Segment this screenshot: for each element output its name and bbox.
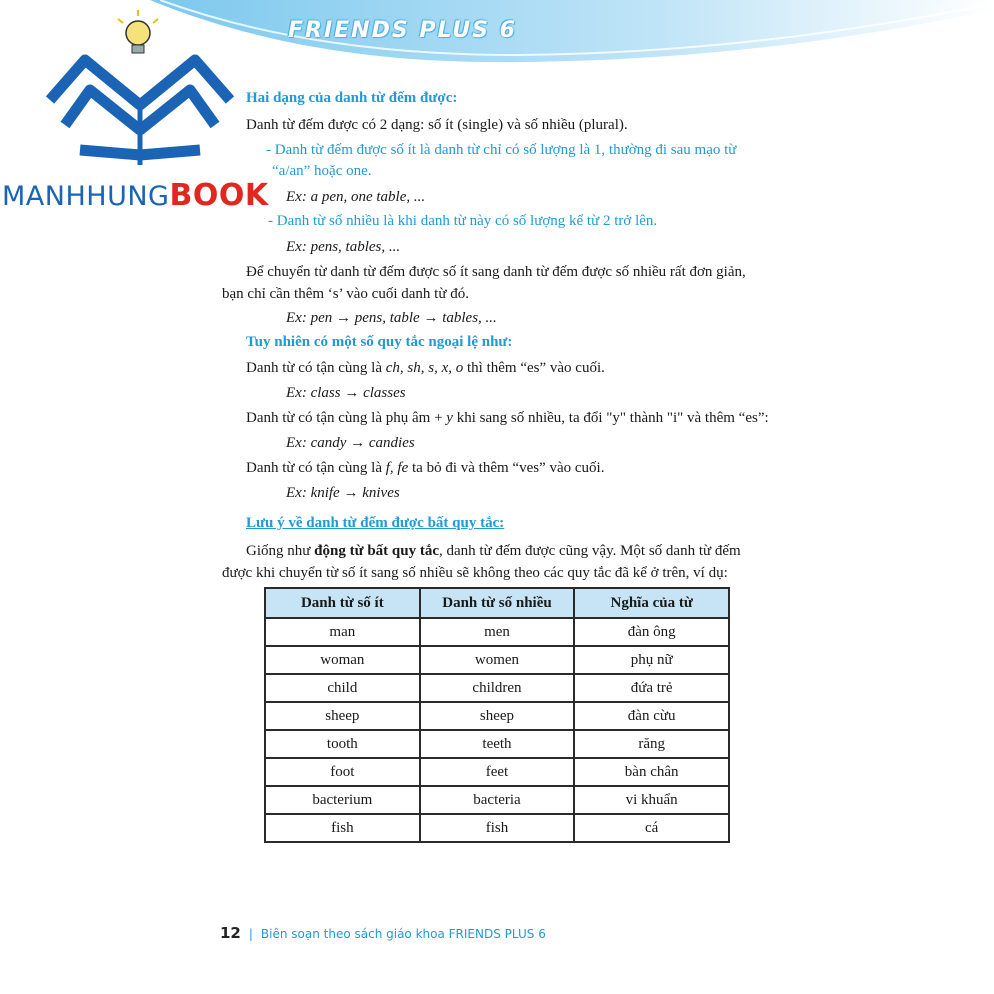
- cell-meaning: vi khuẩn: [574, 786, 729, 814]
- rule-ves-post: ta bỏ đi và thêm “ves” vào cuối.: [408, 460, 605, 476]
- example-plural-text: Ex: pens, tables, ...: [286, 239, 401, 255]
- rule-y-ending: y: [446, 410, 453, 426]
- cell-singular: woman: [265, 646, 420, 674]
- page-number: 12: [220, 924, 241, 942]
- example-convert-text: Ex: pen → pens, table → tables, ...: [286, 310, 497, 326]
- cell-plural: bacteria: [420, 786, 575, 814]
- footer-separator: |: [248, 927, 253, 941]
- example-ves: [286, 485, 400, 502]
- example-es: [286, 385, 406, 402]
- example-convert: [286, 310, 497, 327]
- cell-plural: children: [420, 674, 575, 702]
- cell-singular: foot: [265, 758, 420, 786]
- rule-y: [246, 410, 769, 427]
- example-es-text: Ex: class → classes: [286, 385, 406, 401]
- cell-meaning: phụ nữ: [574, 646, 729, 674]
- rule-es: [246, 360, 605, 377]
- irregular-verbs-bold: động từ bất quy tắc: [314, 543, 439, 559]
- heading-irregular: Lưu ý về danh từ đếm được bất quy tắc:: [246, 515, 505, 531]
- heading-two-forms: Hai dạng của danh từ đếm được:: [246, 90, 458, 106]
- brand-part-1: MANHHUNG: [2, 181, 170, 212]
- cell-plural: teeth: [420, 730, 575, 758]
- example-singular: [286, 189, 425, 206]
- cell-singular: sheep: [265, 702, 420, 730]
- heading-exceptions: Tuy nhiên có một số quy tắc ngoại lệ như:: [246, 334, 513, 350]
- rule-ves: [246, 460, 604, 477]
- cell-plural: women: [420, 646, 575, 674]
- bullet-plural: - Danh từ số nhiều là khi danh từ này có số lượng kể từ 2 trở lên.: [268, 213, 658, 229]
- table-row: [265, 674, 729, 702]
- cell-meaning: đứa trẻ: [574, 674, 729, 702]
- table-row: [265, 814, 729, 842]
- table-header-row: [265, 588, 729, 618]
- cell-singular: man: [265, 618, 420, 646]
- paragraph-convert-line-1: Để chuyển từ danh từ đếm được số ít sang danh từ đếm được số nhiều rất đơn giản,: [246, 264, 746, 280]
- cell-meaning: răng: [574, 730, 729, 758]
- bullet-singular-line-2: “a/an” hoặc one.: [272, 163, 372, 179]
- table-row: [265, 730, 729, 758]
- cell-singular: child: [265, 674, 420, 702]
- cell-meaning: đàn cừu: [574, 702, 729, 730]
- column-header-plural: Danh từ số nhiều: [420, 588, 575, 618]
- rule-y-post: khi sang số nhiều, ta đổi "y" thành "i" và thêm “es”:: [452, 410, 769, 426]
- paragraph-irregular-line-1: [246, 543, 741, 560]
- bullet-singular-line-1: - Danh từ đếm được số ít là danh từ chỉ có số lượng là 1, thường đi sau mạo từ: [266, 142, 737, 158]
- rule-ves-pre: Danh từ có tận cùng là: [246, 460, 386, 476]
- rule-es-endings: ch, sh, s, x, o: [385, 360, 464, 376]
- cell-plural: sheep: [420, 702, 575, 730]
- page-footer: [220, 924, 546, 942]
- cell-singular: fish: [265, 814, 420, 842]
- example-singular-text: Ex: a pen, one table, ...: [286, 189, 426, 205]
- rule-es-post: thì thêm “es” vào cuối.: [463, 360, 605, 376]
- rule-ves-endings: f, fe: [385, 460, 409, 476]
- column-header-singular: Danh từ số ít: [265, 588, 420, 618]
- cell-singular: tooth: [265, 730, 420, 758]
- rule-es-pre: Danh từ có tận cùng là: [246, 360, 386, 376]
- cell-meaning: cá: [574, 814, 729, 842]
- example-y: [286, 435, 415, 452]
- rule-y-pre: Danh từ có tận cùng là phụ âm +: [246, 410, 447, 426]
- example-plural: [286, 239, 400, 256]
- example-ves-text: Ex: knife → knives: [286, 485, 400, 501]
- footer-text: Biên soạn theo sách giáo khoa FRIENDS PLUS 6: [260, 927, 546, 941]
- irregular-post: , danh từ đếm được cũng vậy. Một số danh từ đếm: [439, 543, 741, 559]
- cell-meaning: đàn ông: [574, 618, 729, 646]
- table-row: [265, 786, 729, 814]
- cell-meaning: bàn chân: [574, 758, 729, 786]
- paragraph-two-forms: Danh từ đếm được có 2 dạng: số ít (single) và số nhiều (plural).: [246, 117, 628, 133]
- paragraph-irregular-line-2: được khi chuyển từ số ít sang số nhiều sẽ không theo các quy tắc đã kể ở trên, ví dụ:: [222, 565, 728, 581]
- table-row: [265, 618, 729, 646]
- column-header-meaning: Nghĩa của từ: [574, 588, 729, 618]
- cell-plural: feet: [420, 758, 575, 786]
- cell-singular: bacterium: [265, 786, 420, 814]
- table-row: [265, 646, 729, 674]
- example-y-text: Ex: candy → candies: [286, 435, 415, 451]
- cell-plural: fish: [420, 814, 575, 842]
- table-row: [265, 702, 729, 730]
- brand-part-2: BOOK: [169, 178, 269, 213]
- cell-plural: men: [420, 618, 575, 646]
- paragraph-convert-line-2: bạn chỉ cần thêm ‘s’ vào cuối danh từ đó.: [222, 286, 469, 302]
- irregular-nouns-table: [264, 587, 730, 843]
- irregular-pre: Giống như: [246, 543, 315, 559]
- series-title: FRIENDS PLUS 6: [288, 18, 517, 43]
- table-row: [265, 758, 729, 786]
